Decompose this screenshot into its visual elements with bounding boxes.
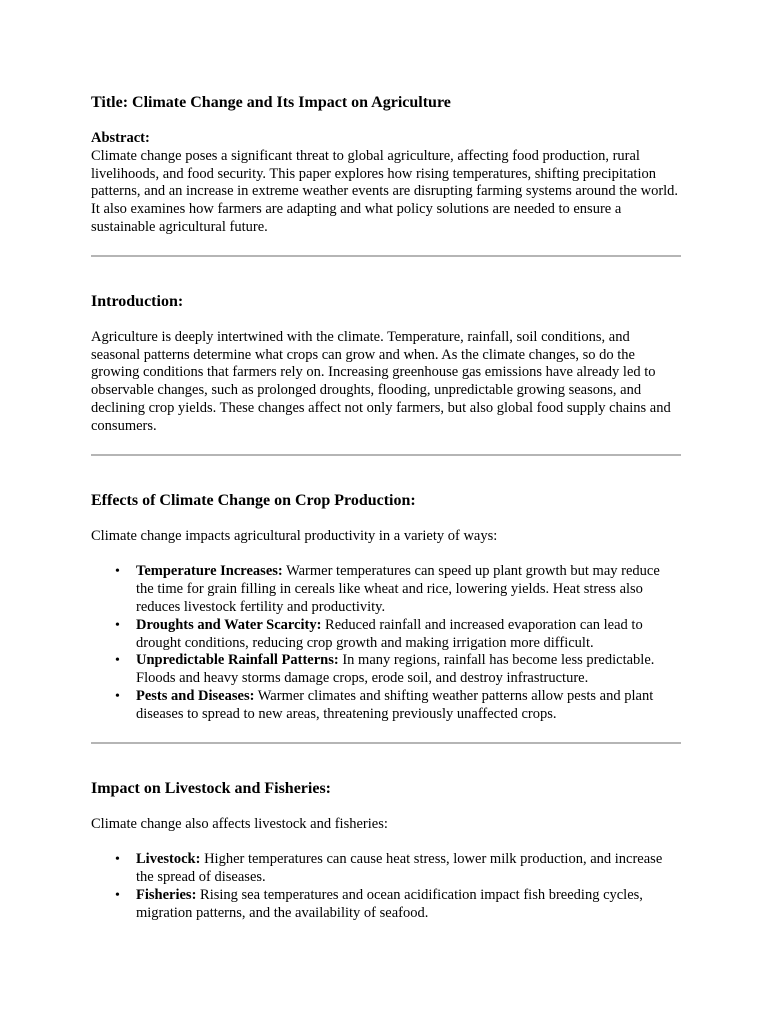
list-item [136,617,681,653]
introduction-text: Agriculture is deeply intertwined with the climate. Temperature, rainfall, soil conditions, and seasonal patterns determine what crops can grow and when. As the climate changes, so do the growing conditions that farmers rely on. Increasing greenhouse gas emissions have already led to observable changes, such as prolonged droughts, flooding, unpredictable growing seasons, and declining crop yields. These changes affect not only farmers, but also global food supply chains and consumers. [91,328,671,434]
list-item-term: Livestock: [136,851,201,868]
abstract-text: Climate change poses a significant threat to global agriculture, affecting food production, rural livelihoods, and food security. This paper explores how rising temperatures, shifting precipitation patterns, and an increase in extreme weather events are disrupting farming systems around the world. It also examines how farmers are adapting and what policy solutions are needed to ensure a sustainable agricultural future. [91,147,679,235]
list-item-term: Droughts and Water Scarcity: [136,616,322,633]
list-item [136,652,681,688]
abstract-label: Abstract: [91,130,150,146]
list-item [136,563,681,616]
list-item-term: Unpredictable Rainfall Patterns: [136,652,339,669]
introduction-heading: Introduction: [91,292,184,310]
section-divider [91,742,681,744]
list-item-term: Fisheries: [136,886,197,903]
document-title: Title: Climate Change and Its Impact on Agriculture [91,94,451,111]
livestock-effects-list [91,851,681,922]
list-item-term: Temperature Increases: [136,563,283,580]
list-item-term: Pests and Diseases: [136,687,255,704]
list-item-text: Reduced rainfall and increased evaporation can lead to drought conditions, reducing crop growth and making irrigation more difficult. [136,616,643,651]
list-item-text: Warmer temperatures can speed up plant growth but may reduce the time for grain filling in cereals like wheat and rice, lowering yields. Heat stress also reduces livestock fertility and productivity. [136,563,660,615]
section-divider [91,255,681,257]
section-divider [91,454,681,456]
list-item [136,887,681,923]
list-item [136,688,681,724]
list-item-text: In many regions, rainfall has become less predictable. Floods and heavy storms damage crops, erode soil, and destroy infrastructure. [136,652,655,687]
document-page [91,93,681,923]
crop-effects-list [91,563,681,723]
list-item-text: Warmer climates and shifting weather patterns allow pests and plant diseases to spread to new areas, threatening previously unaffected crops. [136,687,654,722]
list-item-text: Higher temperatures can cause heat stress, lower milk production, and increase the spread of diseases. [136,851,663,886]
livestock-intro: Climate change also affects livestock and fisheries: [91,815,388,832]
crop-production-heading: Effects of Climate Change on Crop Production: [91,491,416,509]
list-item [136,851,681,887]
crop-production-intro: Climate change impacts agricultural productivity in a variety of ways: [91,527,498,544]
list-item-text: Rising sea temperatures and ocean acidification impact fish breeding cycles, migration patterns, and the availability of seafood. [136,886,643,921]
livestock-heading: Impact on Livestock and Fisheries: [91,779,331,797]
